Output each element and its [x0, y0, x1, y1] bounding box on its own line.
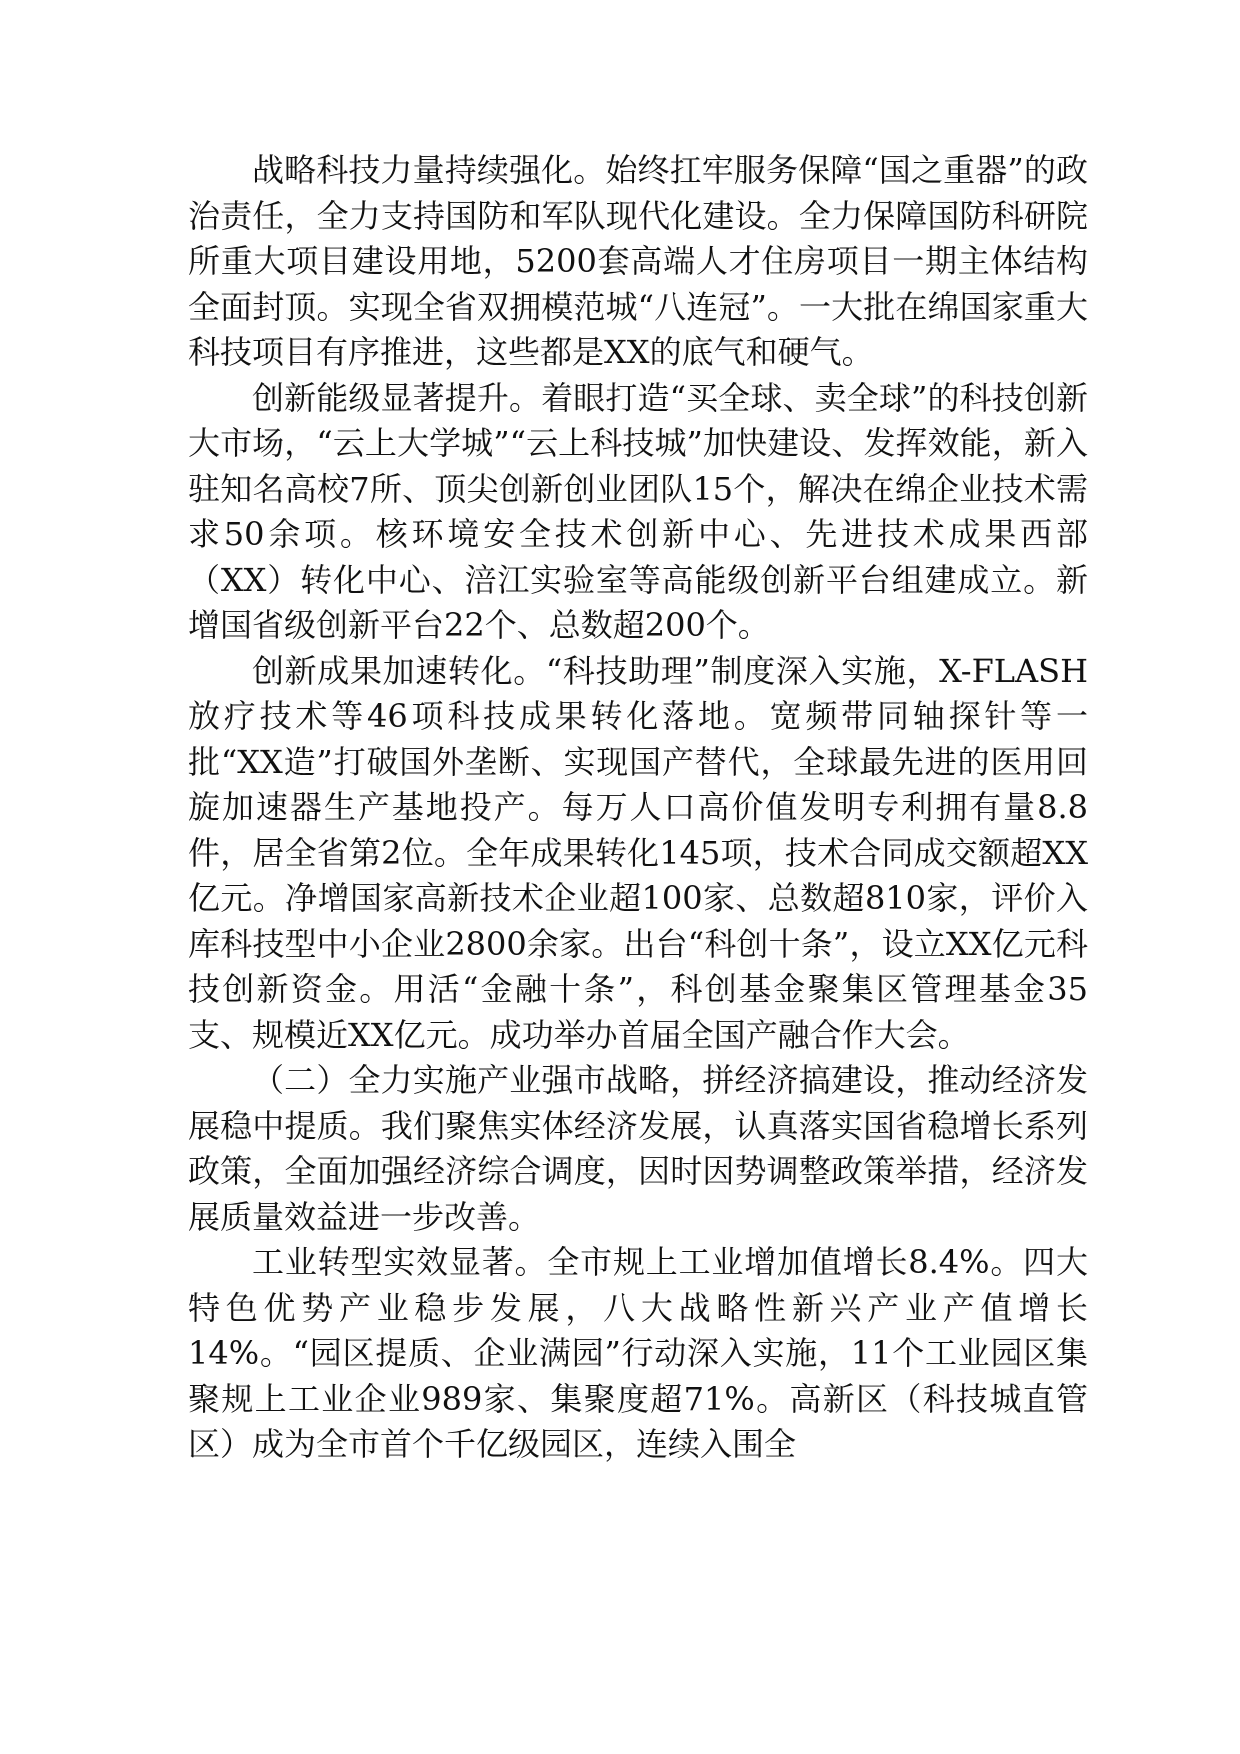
paragraph-innovation-level: 创新能级显著提升。着眼打造“买全球、卖全球”的科技创新大市场，“云上大学城”“云上科技城”加快建设、发挥效能，新入驻知名高校7所、顶尖创新创业团队15个，解决在绵企业技术需求50余项。核环境安全技术创新中心、先进技术成果西部（XX）转化中心、涪江实验室等高能级创新平台组建成立。新增国省级创新平台22个、总数超200个。: [188, 378, 1088, 644]
paragraph-innovation-results: 创新成果加速转化。“科技助理”制度深入实施，X-FLASH放疗技术等46项科技成果转化落地。宽频带同轴探针等一批“XX造”打破国外垄断、实现国产替代，全球最先进的医用回旋加速器生产基地投产。每万人口高价值发明专利拥有量8.8件，居全省第2位。全年成果转化145项，技术合同成交额超XX亿元。净增国家高新技术企业超100家、总数超810家，评价入库科技型中小企业2800余家。出台“科创十条”，设立XX亿元科技创新资金。用活“金融十条”，科创基金聚集区管理基金35支、规模近XX亿元。成功举办首届全国产融合作大会。: [188, 651, 1088, 1054]
paragraph-strategic-tech: 战略科技力量持续强化。始终扛牢服务保障“国之重器”的政治责任，全力支持国防和军队现代化建设。全力保障国防科研院所重大项目建设用地，5200套高端人才住房项目一期主体结构全面封顶。实现全省双拥模范城“八连冠”。一大批在绵国家重大科技项目有序推进，这些都是XX的底气和硬气。: [188, 151, 1088, 371]
document-body: [188, 148, 1088, 1468]
paragraph-industry-strategy: （二）全力实施产业强市战略，拼经济搞建设，推动经济发展稳中提质。我们聚焦实体经济发展，认真落实国省稳增长系列政策，全面加强经济综合调度，因时因势调整政策举措，经济发展质量效益进一步改善。: [188, 1061, 1088, 1236]
paragraph-industrial-transformation: 工业转型实效显著。全市规上工业增加值增长8.4%。四大特色优势产业稳步发展，八大战略性新兴产业产值增长14%。“园区提质、企业满园”行动深入实施，11个工业园区集聚规上工业企业989家、集聚度超71%。高新区（科技城直管区）成为全市首个千亿级园区，连续入围全: [188, 1243, 1088, 1463]
